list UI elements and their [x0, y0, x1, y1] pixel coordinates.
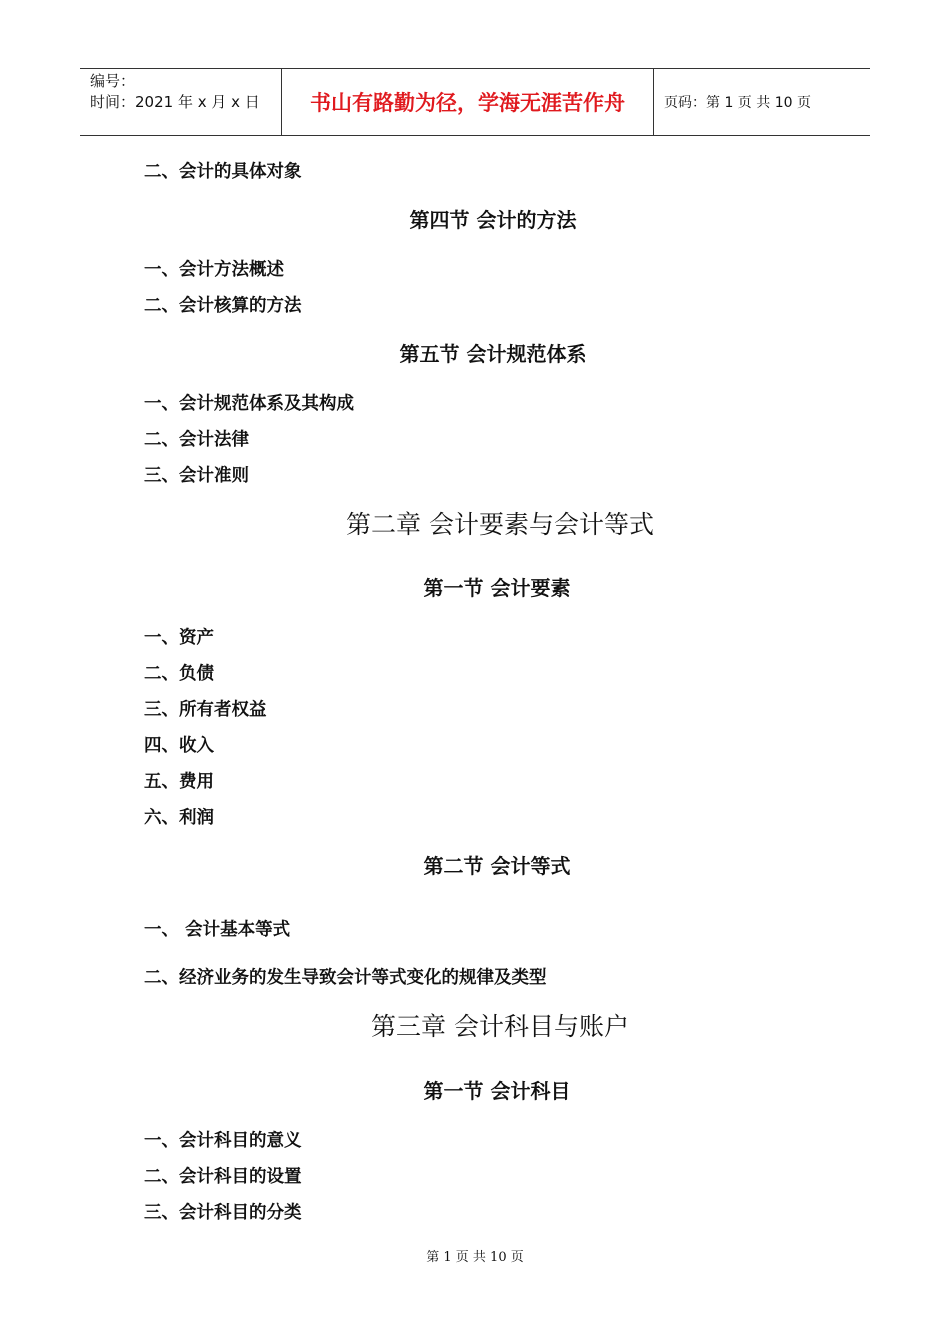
header-meta [80, 69, 281, 135]
list-item: 一、会计科目的意义 [144, 1131, 302, 1151]
document-date: 时间：2021 年 x 月 x 日 [90, 93, 260, 111]
list-item: 三、所有者权益 [144, 700, 267, 720]
list-item: 三、会计准则 [144, 466, 249, 486]
section-heading: 第二节 会计等式 [423, 854, 571, 878]
list-item: 二、会计核算的方法 [144, 296, 302, 316]
list-item: 一、资产 [144, 628, 214, 648]
chapter-heading: 第二章 会计要素与会计等式 [346, 510, 654, 539]
list-item: 一、会计规范体系及其构成 [144, 394, 354, 414]
list-item: 二、会计科目的设置 [144, 1167, 302, 1187]
section-heading: 第一节 会计科目 [423, 1079, 571, 1103]
section-heading: 第五节 会计规范体系 [399, 342, 587, 366]
document-number-label: 编号： [90, 72, 136, 90]
page-footer: 第 1 页 共 10 页 [426, 1250, 524, 1265]
list-item: 二、会计法律 [144, 430, 249, 450]
section-heading: 第四节 会计的方法 [409, 208, 577, 232]
header-motto: 书山有路勤为径，学海无涯苦作舟 [281, 69, 654, 135]
list-item: 二、会计的具体对象 [144, 162, 302, 182]
section-heading: 第一节 会计要素 [423, 576, 571, 600]
list-item: 二、经济业务的发生导致会计等式变化的规律及类型 [144, 968, 547, 988]
list-item: 一、会计方法概述 [144, 260, 284, 280]
list-item: 三、会计科目的分类 [144, 1203, 302, 1223]
list-item: 一、 会计基本等式 [144, 920, 291, 940]
list-item: 六、利润 [144, 808, 214, 828]
list-item: 四、收入 [144, 736, 214, 756]
list-item: 五、费用 [144, 772, 214, 792]
list-item: 二、负债 [144, 664, 214, 684]
page-header [80, 68, 870, 136]
header-page-info: 页码：第 1 页 共 10 页 [664, 95, 811, 111]
chapter-heading: 第三章 会计科目与账户 [371, 1012, 629, 1041]
